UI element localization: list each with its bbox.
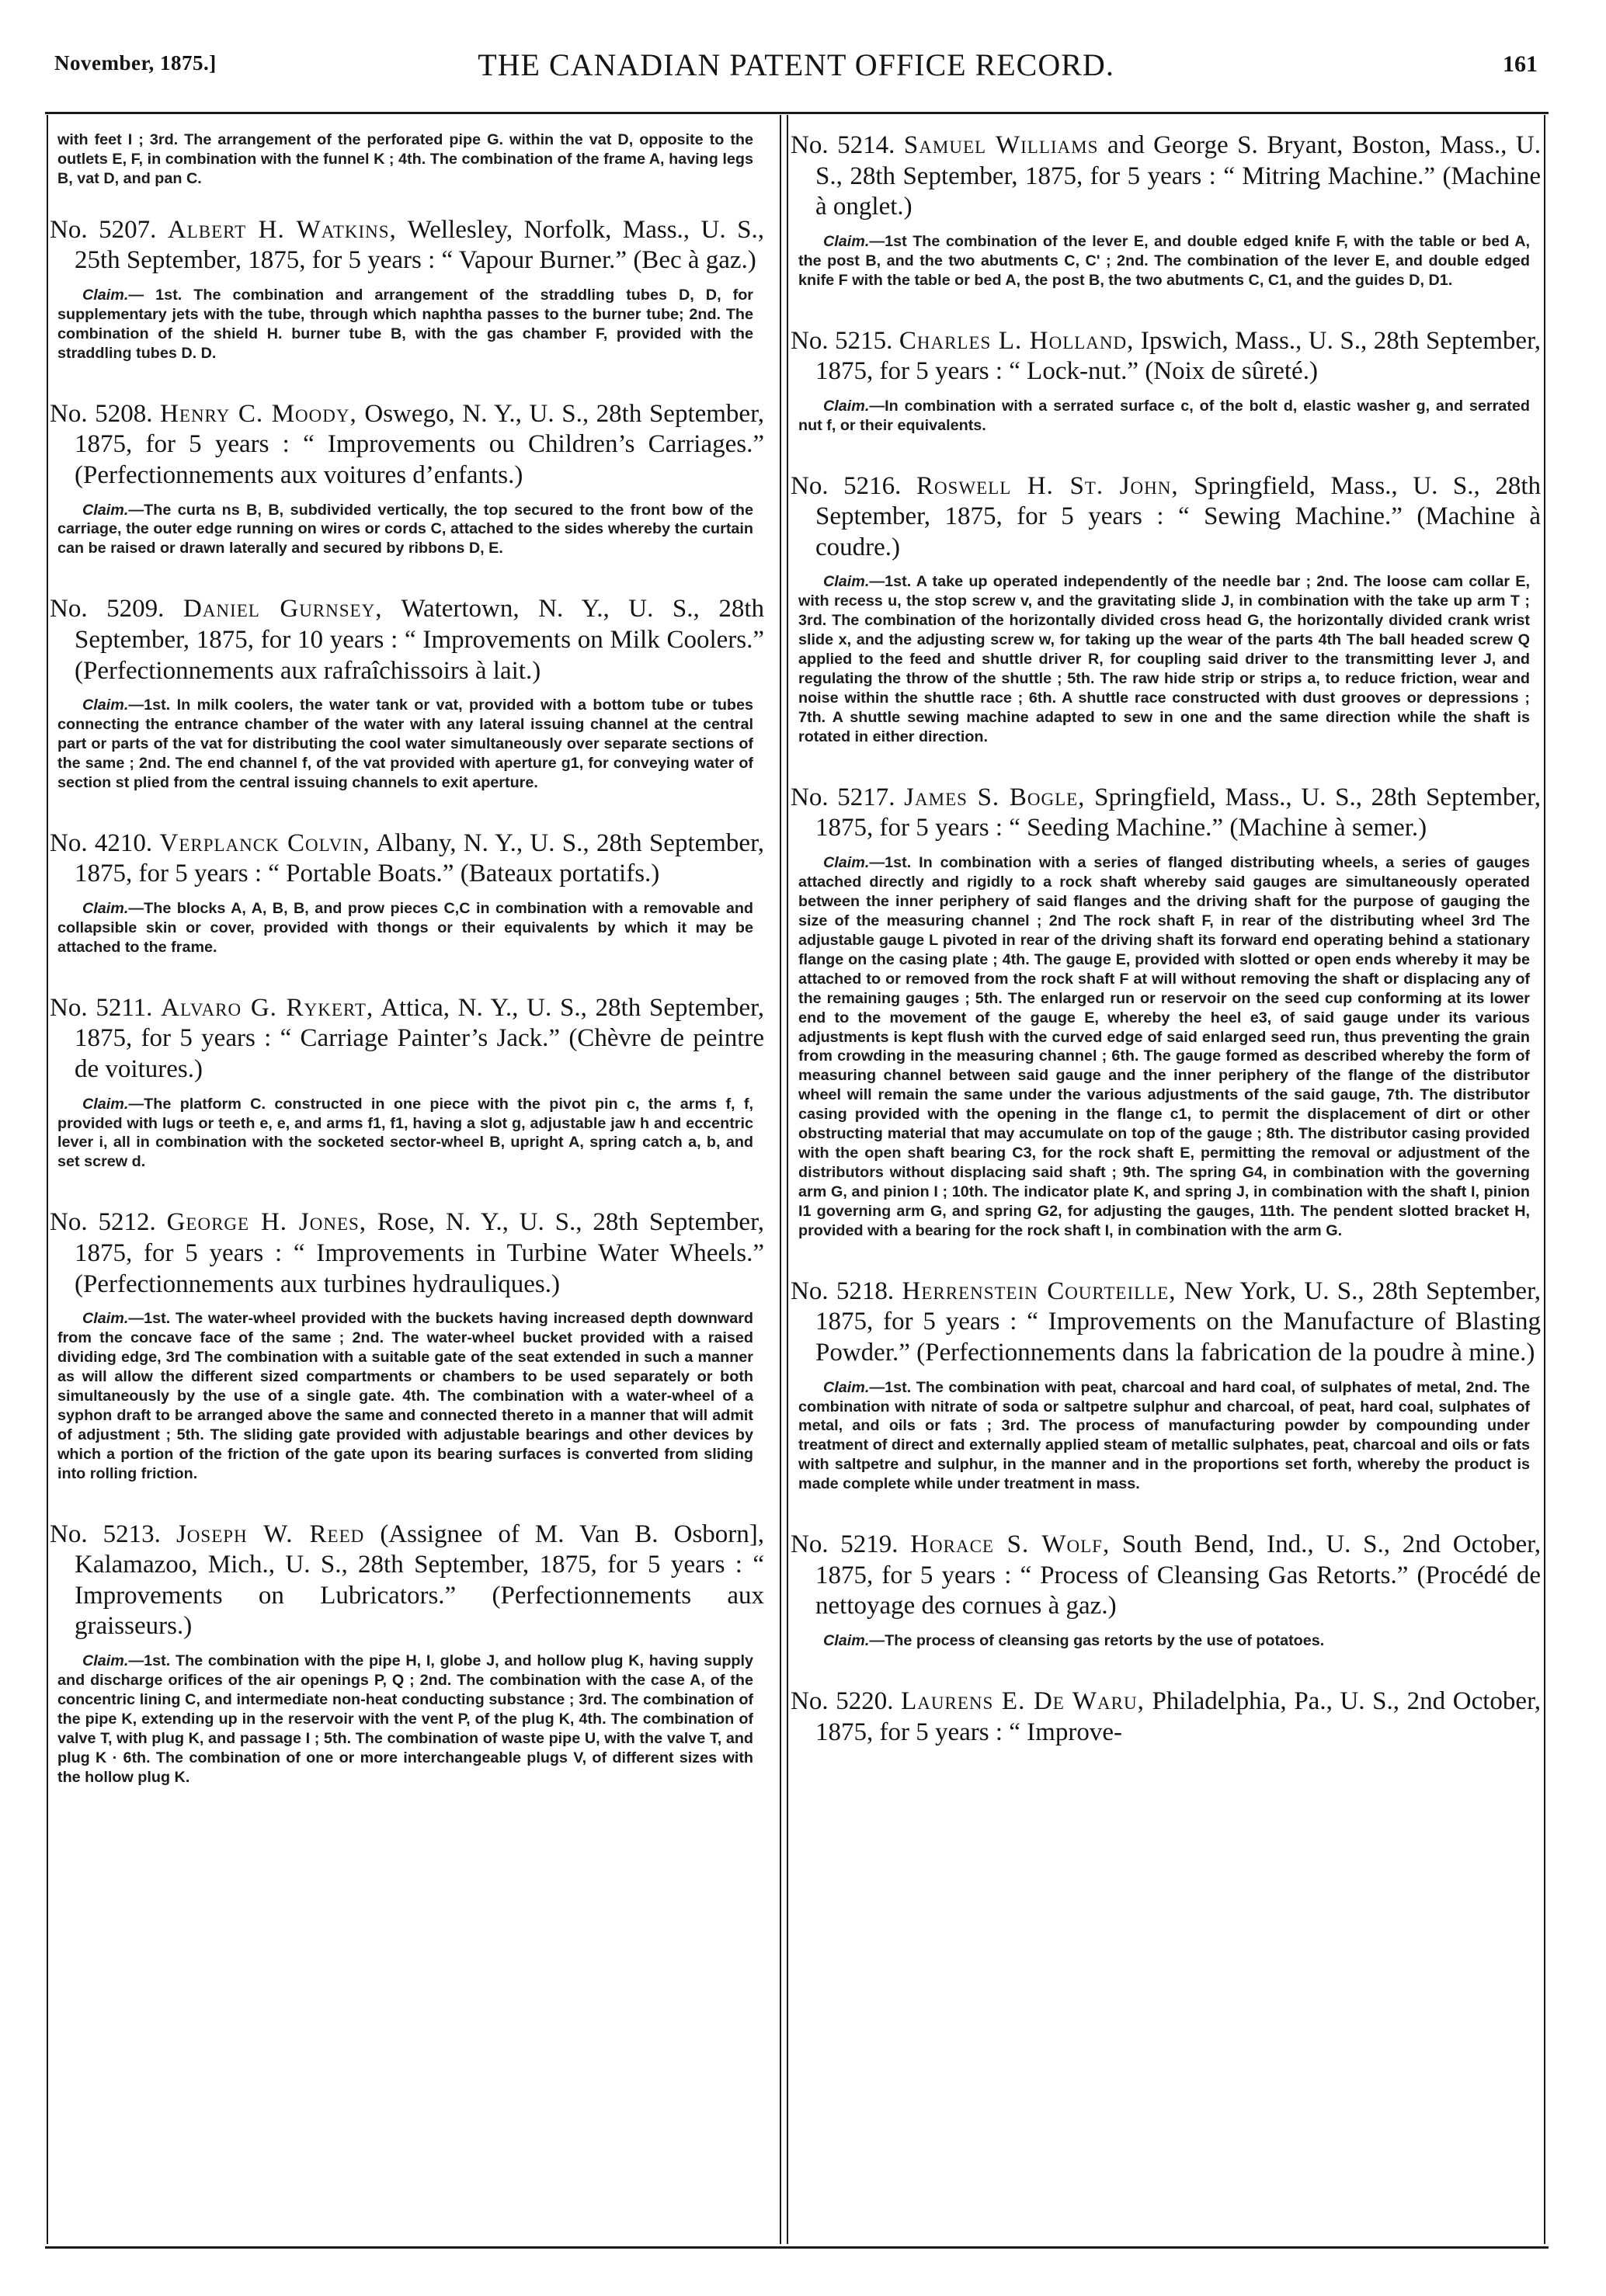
entry-heading (791, 326, 1541, 387)
column-divider (780, 115, 781, 2244)
header-date: November, 1875.] (54, 51, 217, 75)
patent-number: No. 5217. (791, 783, 895, 811)
claim-text (798, 1378, 1530, 1495)
patentee-name: George H. Jones, (166, 1208, 367, 1237)
patent-number: No. 5219. (791, 1530, 899, 1559)
claim-label: Claim. (82, 900, 129, 917)
page-number: 161 (1503, 51, 1538, 77)
claim-label: Claim. (823, 397, 870, 415)
claim-label: Claim. (823, 854, 870, 872)
patent-entry (50, 828, 764, 957)
patentee-name: Verplanck Colvin, (159, 828, 370, 857)
entry-heading (791, 471, 1541, 564)
entry-heading (50, 399, 764, 492)
patent-number: No. 5215. (791, 326, 893, 355)
entry-heading (50, 594, 764, 686)
claim-body: —1st. In combination with a series of flanged distributing wheels, a series of gauges attached directly and rigidly to a rock shaft whereby said gauges are simultaneously operated between the inner periphery of said flanges and the driving shaft for the purpose of gauging the size of the measuring channel ; 2nd The rock shaft F, in rear of the distributing wheel 3rd The adjustable gauge L pivoted in rear of the driving shaft its forward end operating behind a stationary flange on the casing plate ; 4th. The gauge E, provided with slotted or open ends whereby it may be attached to or removed from the rock shaft F at will without removing the shaft or displacing any of the remaining gauges ; 5th. The enlarged run or reservoir on the seed cup conforming at its lower end to the movement of the gauge E, whereby the heel e3, of said gauge under its various adjustments is kept flush with the curved edge of said enlarged seed run, thus preventing the grain from crowding in the measuring channel ; 6th. The gauge formed as described whereby the form of measuring channel between said gauge and the inner periphery of the flange of the distributor wheel will remain the same under the various adjustments of the said gauge, 7th. The distributor casing provided with the opening in the flange c1, to permit the displacement of dirt or other obstructing material that may accumulate on top of the gauge ; 8th. The distributor casing provided with the open shaft bearing C3, for the rock shaft E, permitting the removal or adjustment of the distributors without displacing said shaft ; 9th. The spring G4, in combination with the governing arm G, and pinion I ; 10th. The indicator plate K, and spring J, in combination with the shaft I, pinion I1 governing arm G, and spring G2, for adjusting the gauges, 11th. The pendent slotted bracket H, provided with a bearing for the rock shaft I, in combination with the arm G. (798, 854, 1530, 1239)
claim-body: —1st The combination of the lever E, and double edged knife F, with the table or bed A, the post B, and the two abutments C, C' ; 2nd. The combination of the lever E, and double edged knife F with the table or bed A, the post B, the two abutments C, C1, and the guides D, D1. (798, 232, 1530, 289)
claim-text (57, 501, 753, 559)
patent-entry (791, 1530, 1541, 1651)
patent-number: No. 4210. (50, 828, 153, 857)
patent-entry (791, 130, 1541, 290)
patent-number: No. 5208. (50, 399, 153, 428)
claim-label: Claim. (82, 1310, 129, 1328)
entry-heading (50, 1207, 764, 1300)
page-header (54, 47, 1538, 101)
patent-number: No. 5218. (791, 1277, 895, 1305)
column-divider-inner (787, 115, 788, 2244)
patent-details: Attica, N. Y., U. S., 28th September, 1875, for 5 years : “ Carriage Painter’s Jack.” (Chèvre de peintre de voitures.) (75, 993, 765, 1083)
entry-heading (50, 828, 764, 890)
claim-text (798, 1631, 1530, 1651)
header-title: THE CANADIAN PATENT OFFICE RECORD. (478, 47, 1114, 82)
patent-entry (791, 1277, 1541, 1494)
patent-number: No. 5209. (50, 595, 165, 623)
left-column (50, 130, 764, 1823)
claim-label: Claim. (82, 501, 129, 519)
patent-entry (50, 399, 764, 559)
entry-heading (791, 1686, 1541, 1748)
claim-body: —1st. In milk coolers, the water tank or vat, provided with a bottom tube or tubes connecting the entrance chamber of the water with any lateral issuing channel at the central part or parts of the vat for distributing the cool water simultaneously over separate sections of the same ; 2nd. The end channel f, of the vat provided with aperture g1, for conveying water of section st plied from the central issuing channels to exit aperture. (57, 696, 753, 791)
claim-body: —The process of cleansing gas retorts by the use of potatoes. (869, 1632, 1325, 1649)
patentee-name: Horace S. Wolf, (910, 1530, 1111, 1559)
left-border-rule (47, 115, 48, 2244)
claim-body: —1st. The water-wheel provided with the buckets having increased depth downward from the concave face of the same ; 2nd. The water-wheel bucket provided with a raised dividing edge, 3rd The combination with a suitable gate of the seat extended in such a manner as will allow the different sized compartments or chambers to be used separately or both simultaneously by the use of a single gate. 4th. The combination with a water-wheel of a syphon draft to be arranged above the same and connected thereto in a manner that will admit of adjustment ; 5th. The sliding gate provided with adjustable bearings and other devices by which a portion of the friction of the gate upon its bearing surfaces is converted from sliding into rolling friction. (57, 1310, 753, 1482)
entry-heading (50, 1520, 764, 1642)
patent-details: Springfield, Mass., U. S., 28th September, 1875, for 5 years : “ Sewing Machine.” (Machine à coudre.) (815, 471, 1541, 561)
patentee-name: Roswell H. St. John, (916, 471, 1179, 500)
patent-entry (791, 783, 1541, 1241)
claim-label: Claim. (82, 1652, 129, 1669)
claim-body: —1st. The combination with the pipe H, I, globe J, and hollow plug K, having supply and discharge orifices of the air openings P, Q ; 2nd. The combination with the case A, of the concentric lining C, and intermediate non-heat conducting substance ; 3rd. The combination of the pipe K, extending up in the reservoir with the vent P, of the plug K, 4th. The combination of valve T, with plug K, and passage I ; 5th. The combination of waste pipe U, with the valve T, and plug K · 6th. The combination of one or more interchangeable plugs V, of different sizes with the hollow plug K. (57, 1652, 753, 1786)
patent-details: (Assignee of M. Van B. Osborn], Kalamazoo, Mich., U. S., 28th September, 1875, for 5 years : “ Improvements on Lubricators.” (Perfectionnements aux graisseurs.) (75, 1520, 765, 1641)
patent-entry (50, 993, 764, 1172)
patentee-name: Herrenstein Courteille, (902, 1277, 1177, 1305)
patent-details: Springfield, Mass., U. S., 28th September, 1875, for 5 years : “ Seeding Machine.” (Machine à semer.) (815, 783, 1541, 842)
entry-heading (50, 215, 764, 276)
patent-details: Watertown, N. Y., U. S., 28th September, 1875, for 10 years : “ Improvements on Milk Coolers.” (Perfectionnements aux rafraîchissoirs à lait.) (75, 595, 765, 685)
patentee-name: Albert H. Watkins, (167, 215, 397, 244)
right-column (791, 130, 1541, 1784)
patent-entry (50, 1207, 764, 1483)
claim-label: Claim. (823, 1632, 870, 1649)
patent-details: and George S. Bryant, Boston, Mass., U. S., 28th September, 1875, for 5 years : “ Mitring Machine.” (Machine à onglet.) (815, 131, 1542, 221)
patent-entry (50, 215, 764, 363)
claim-body: —In combination with a serrated surface c, of the bolt d, elastic washer g, and serrated nut f, or their equivalents. (798, 397, 1530, 434)
claim-body: —The blocks A, A, B, B, and prow pieces C,C in combination with a removable and collapsible skin or cover, provided with thongs or their equivalents by which it may be attached to the frame. (57, 900, 753, 956)
patent-details: Albany, N. Y., U. S., 28th September, 1875, for 5 years : “ Portable Boats.” (Bateaux portatifs.) (75, 828, 764, 888)
patent-entry (50, 594, 764, 792)
patentee-name: Joseph W. Reed (176, 1520, 365, 1548)
patent-details: Rose, N. Y., U. S., 28th September, 1875, for 5 years : “ Improvements in Turbine Water Wheels.” (Perfectionnements aux turbines hydrauliques.) (75, 1208, 764, 1298)
patent-entry (50, 1520, 764, 1787)
claim-label: Claim. (82, 1095, 129, 1113)
patent-details: Ipswich, Mass., U. S., 28th September, 1875, for 5 years : “ Lock-nut.” (Noix de sûreté.) (815, 326, 1541, 386)
patent-entry (791, 326, 1541, 436)
patent-number: No. 5207. (50, 215, 157, 244)
entry-heading (791, 130, 1541, 223)
claim-body: —The curta ns B, B, subdivided vertically, the top secured to the front bow of the carriage, the outer edge running on wires or cords C, attached to the sides whereby the curtain can be raised or drawn laterally and secured by ribbons D, E. (57, 501, 753, 558)
patentee-name: Daniel Gurnsey, (182, 595, 383, 623)
claim-text (798, 572, 1530, 746)
patent-number: No. 5211. (50, 993, 153, 1022)
entry-heading (50, 993, 764, 1085)
claim-text (57, 899, 753, 957)
patent-details: Wellesley, Norfolk, Mass., U. S., 25th September, 1875, for 5 years : “ Vapour Burner.” (Bec à gaz.) (75, 215, 764, 275)
patent-details: South Bend, Ind., U. S., 2nd October, 1875, for 5 years : “ Process of Cleansing Gas Retorts.” (Procédé de nettoyage des cornues à gaz.) (815, 1530, 1542, 1620)
right-border-rule (1544, 115, 1545, 2244)
patent-number: No. 5212. (50, 1208, 156, 1237)
patentee-name: Laurens E. De Waru, (901, 1686, 1145, 1715)
claim-text (798, 397, 1530, 436)
patent-details: Oswego, N. Y., U. S., 28th September, 1875, for 5 years : “ Improvements ou Children’s Carriages.” (Perfectionnements aux voitures d’enfants.) (75, 399, 764, 489)
patent-details: Philadelphia, Pa., U. S., 2nd October, 1875, for 5 years : “ Improve- (815, 1686, 1541, 1746)
claim-text (57, 1652, 753, 1787)
claim-body: —1st. A take up operated independently of the needle bar ; 2nd. The loose cam collar E, with recess u, the stop screw v, and the gravitating slide J, in combination with the take up arm T ; 3rd. The combination of the horizontally divided cross head G, the horizontally divided crank wrist slide x, and the adjusting screw w, for taking up the wear of the parts 4th The ball headed screw Q applied to the feed and shuttle driver R, for coupling said driver to the transmitting lever J, and regulating the throw of the shuttle ; 5th. The raw hide strip or strips a, to reduce friction, wear and noise within the shuttle race ; 6th. A shuttle race constructed with dust grooves or depressions ; 7th. A shuttle sewing machine adapted to sew in one and the same direction while the shaft is rotated in either direction. (798, 573, 1530, 745)
patentee-name: Samuel Williams (903, 131, 1099, 159)
patentee-name: Henry C. Moody, (160, 399, 357, 428)
claim-body: — 1st. The combination and arrangement of the straddling tubes D, D, for supplementary jets with the tube, through which naphtha passes to the burner tube; 2nd. The combination of the shield H. burner tube B, with the gas chamber F, provided with the straddling tubes D. D. (57, 287, 753, 362)
patentee-name: James S. Bogle, (904, 783, 1086, 811)
patentee-name: Charles L. Holland, (899, 326, 1135, 355)
claim-text (798, 853, 1530, 1241)
entry-heading (791, 1277, 1541, 1369)
patent-number: No. 5213. (50, 1520, 161, 1548)
patent-details: New York, U. S., 28th September, 1875, for 5 years : “ Improvements on the Manufacture of Blasting Powder.” (Perfectionnements dans la fabrication de la poudre à mine.) (815, 1277, 1541, 1367)
entry-heading (791, 1530, 1541, 1622)
patent-entry (791, 1686, 1541, 1748)
claim-body: —The platform C. constructed in one piece with the pivot pin c, the arms f, f, provided with lugs or teeth e, e, and arms f1, f1, having a slot g, adjustable jaw h and eccentric lever i, all in combination with the socketed sector-wheel B, upright A, spring catch a, b, and set screw d. (57, 1095, 753, 1171)
claim-label: Claim. (823, 1378, 870, 1396)
patent-entry (791, 471, 1541, 747)
patent-number: No. 5220. (791, 1686, 894, 1715)
claim-label: Claim. (82, 287, 129, 304)
claim-text (798, 232, 1530, 290)
claim-text (57, 696, 753, 793)
patent-number: No. 5214. (791, 131, 895, 159)
continuation-claim: with feet I ; 3rd. The arrangement of the perforated pipe G. within the vat D, opposite to the outlets E, F, in combination with the funnel K ; 4th. The combination of the frame A, having legs B, vat D, and pan C. (57, 131, 753, 187)
claim-label: Claim. (823, 232, 870, 250)
claim-body: —1st. The combination with peat, charcoal and hard coal, of sulphates of metal, 2nd. The combination with nitrate of soda or saltpetre sulphur and charcoal, of peat, hard coal, sulphates of metal, and oils or fats ; 3rd. The process of manufacturing powder by compounding under treatment of direct and externally applied steam of metallic sulphates, peat, charcoal and oils or fats with saltpetre and sulphur, in the manner and in the proportions set forth, whereby the product is made complete while under treatment in mass. (798, 1378, 1530, 1493)
patentee-name: Alvaro G. Rykert, (161, 993, 374, 1022)
patent-number: No. 5216. (791, 471, 902, 500)
claim-text (57, 1309, 753, 1483)
entry-heading (791, 783, 1541, 844)
claim-text (57, 1095, 753, 1172)
claim-text (57, 286, 753, 363)
claim-label: Claim. (823, 573, 870, 591)
claim-label: Claim. (82, 696, 129, 714)
